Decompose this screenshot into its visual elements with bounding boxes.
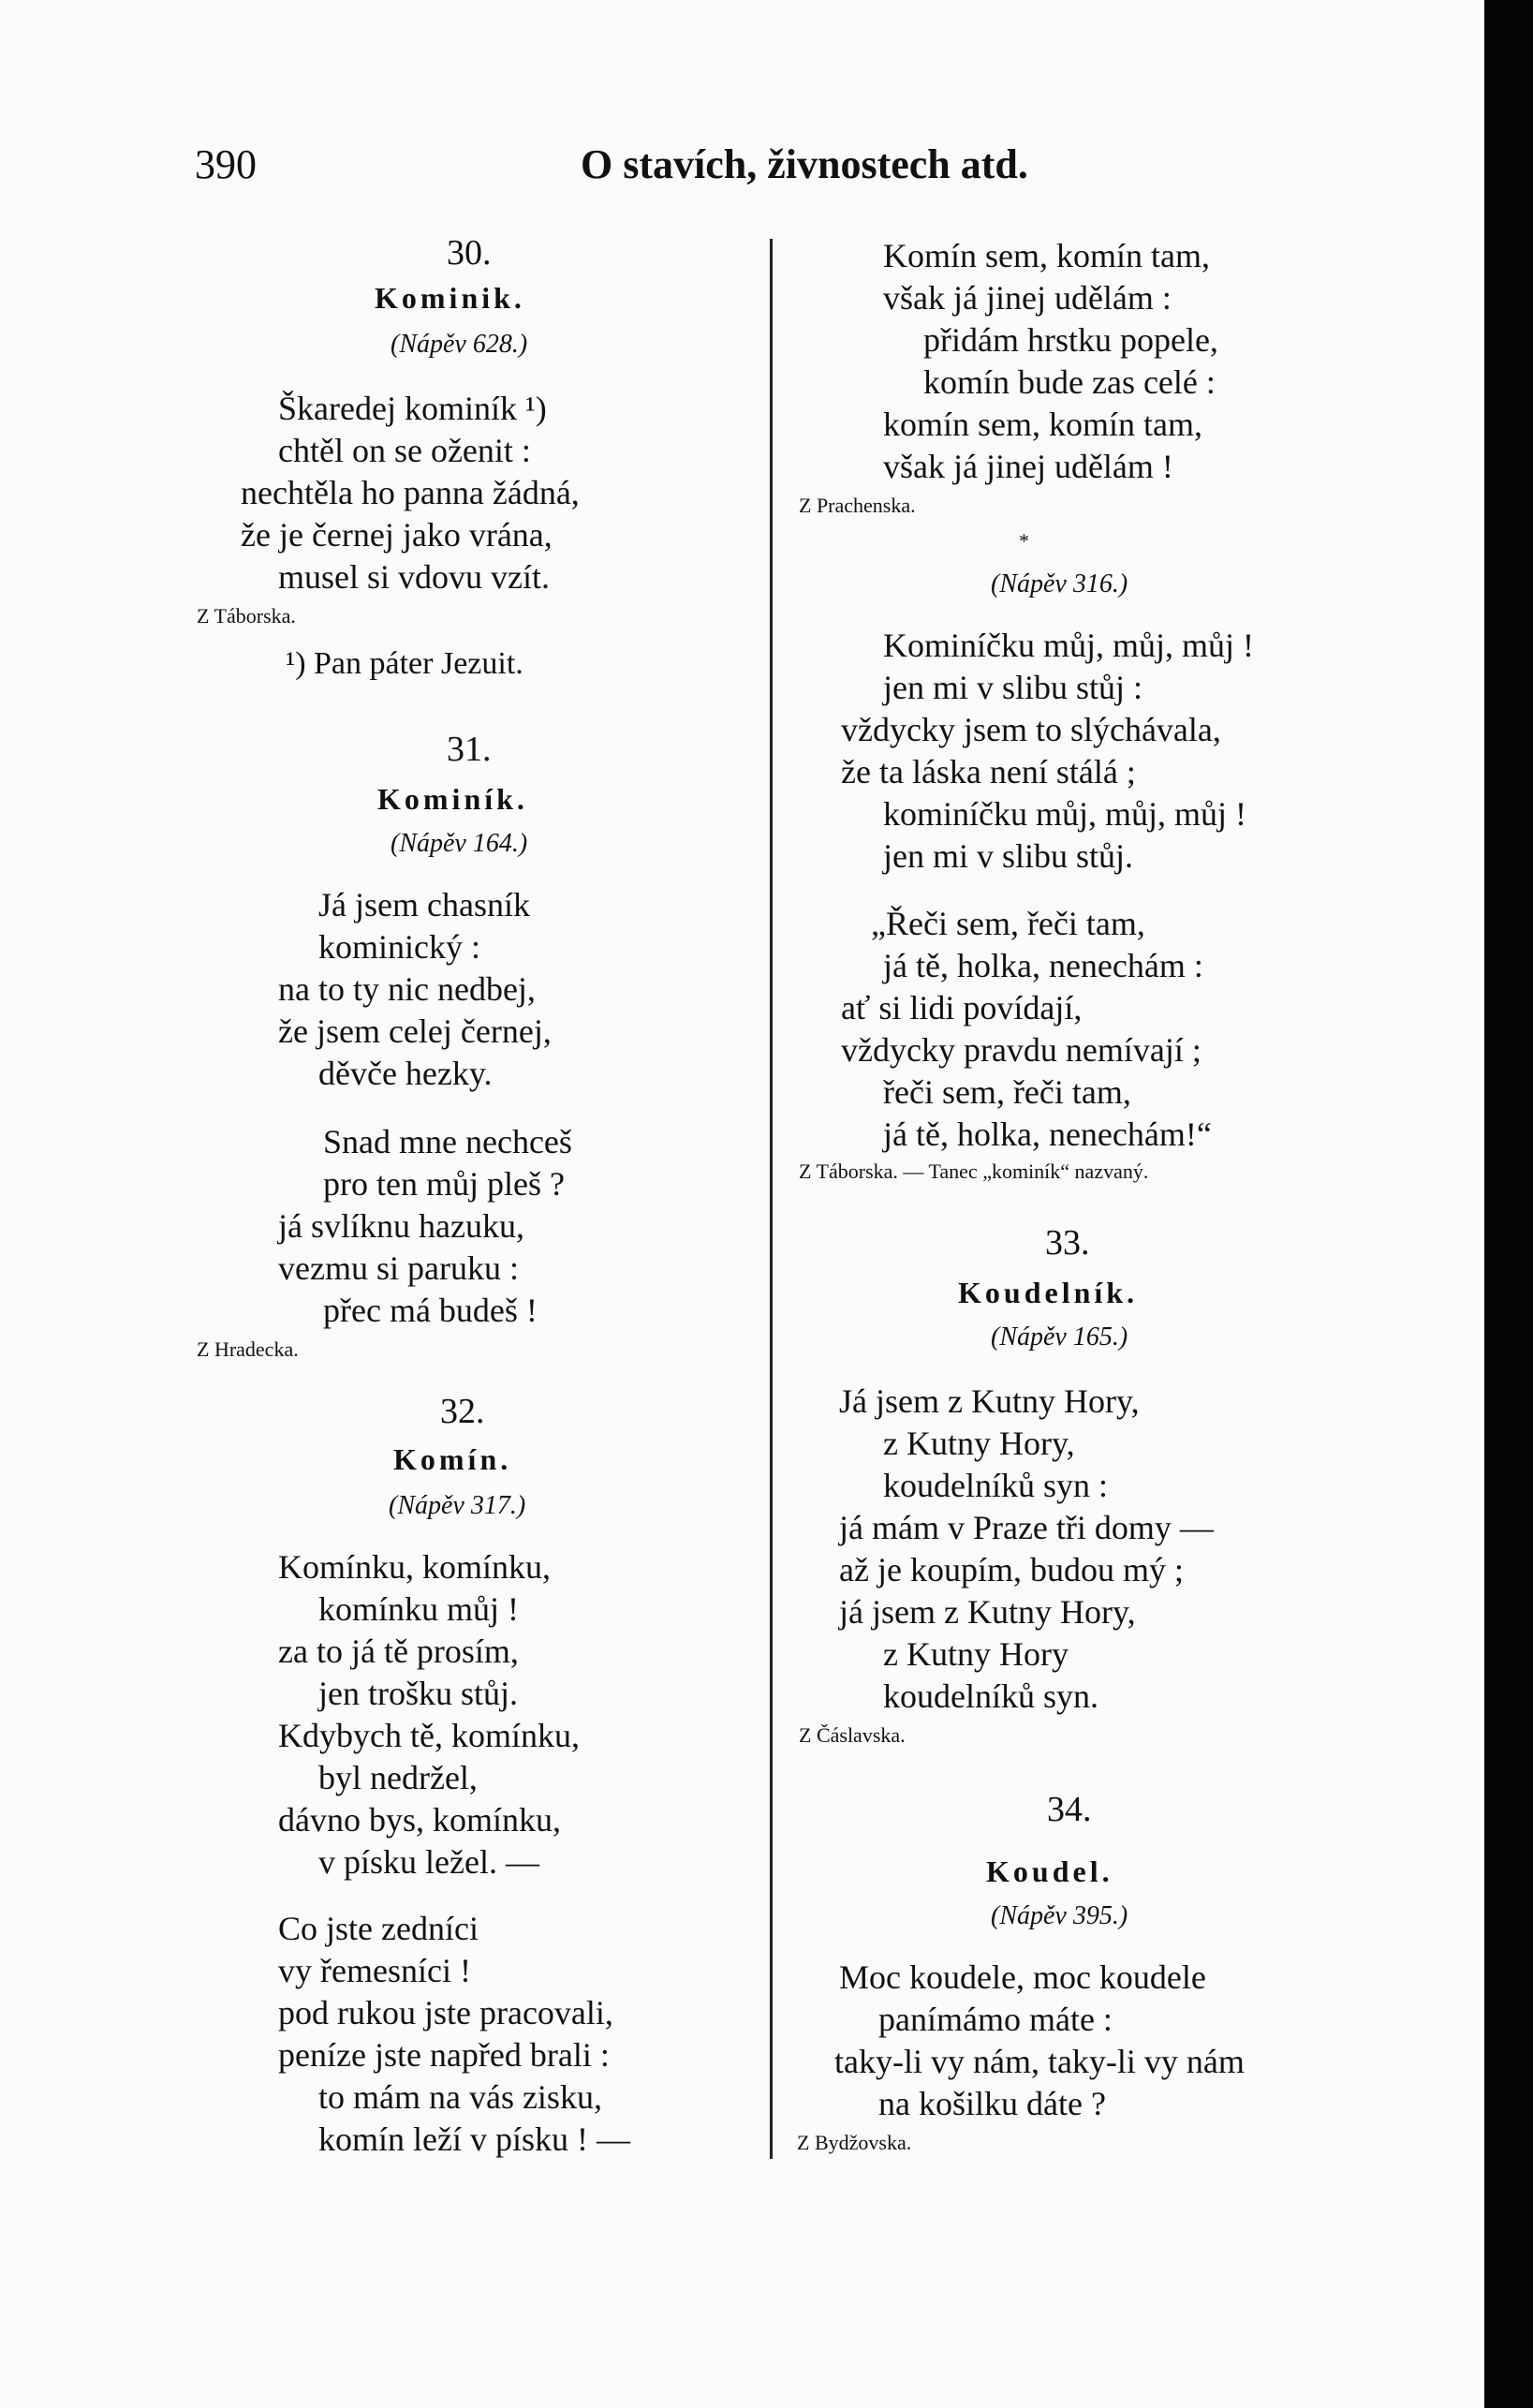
verse-line: vy řemesníci ! [278,1952,471,1989]
verse-line: chtěl on se oženit : [278,432,531,469]
verse-line: kominický : [318,928,480,966]
verse-line: já mám v Praze tři domy — [839,1509,1214,1546]
napev-ref: (Nápěv 165.) [991,1322,1128,1352]
verse-line: já svlíknu hazuku, [278,1207,524,1245]
napev-ref: (Nápěv 316.) [991,569,1128,598]
verse-line: Komínku, komínku, [278,1548,552,1586]
verse-line: dávno bys, komínku, [278,1801,561,1839]
verse-line: pro ten můj pleš ? [323,1165,565,1203]
napev-ref: (Nápěv 628.) [391,330,528,359]
verse-line: Snad mne nechceš [323,1123,572,1160]
verse-line: jen mi v slibu stůj. [883,837,1134,875]
song-number: 31. [447,730,492,769]
verse-line: až je koupím, budou mý ; [839,1551,1184,1588]
song-title: Komín. [393,1442,512,1476]
source-region: Z Bydžovska. [797,2131,912,2154]
verse-line: peníze jste napřed brali : [278,2036,610,2074]
verse-line: z Kutny Hory [883,1635,1069,1673]
verse-line: nechtěla ho panna žádná, [241,474,580,511]
verse-line: vezmu si paruku : [278,1249,519,1287]
song-title: Kominik. [375,281,525,315]
verse-line: jen trošku stůj. [318,1675,518,1712]
verse-line: že ta láska není stálá ; [841,753,1136,790]
scan-edge [1484,0,1533,2408]
napev-ref: (Nápěv 164.) [391,829,528,858]
verse-line: vždycky jsem to slýchávala, [841,711,1221,748]
song-title: Kominík. [377,782,528,816]
napev-ref: (Nápěv 395.) [991,1901,1128,1930]
verse-line: však já jinej udělám : [883,279,1172,317]
verse-line: komínku můj ! [318,1590,519,1628]
verse-line: taky-li vy nám, taky-li vy nám [834,2043,1245,2080]
verse-line: já jsem z Kutny Hory, [839,1593,1136,1631]
source-region: Z Táborska. [197,604,296,628]
napev-ref: (Nápěv 317.) [389,1491,526,1520]
song-title: Koudelník. [958,1276,1139,1309]
song-number: 32. [440,1392,485,1431]
verse-line: koudelníků syn. [883,1677,1098,1715]
verse-line: byl nedržel, [318,1759,478,1796]
verse-line: Komín sem, komín tam, [883,237,1210,274]
verse-line: já tě, holka, nenechám : [883,947,1203,984]
verse-line: Škaredej kominík ¹) [278,390,547,427]
verse-line: panímámo máte : [878,2001,1113,2038]
verse-line: Co jste zedníci [278,1910,479,1947]
verse-line: děvče hezky. [318,1055,493,1092]
verse-line: za to já tě prosím, [278,1632,519,1670]
song-number: 33. [1045,1223,1090,1263]
verse-line: „Řeči sem, řeči tam, [871,905,1145,942]
source-region: Z Prachenska. [799,494,916,517]
source-region: Z Táborska. — Tanec „kominík“ nazvaný. [799,1160,1149,1183]
separator-asterisk: * [1019,529,1029,553]
verse-line: Moc koudele, moc koudele [839,1958,1206,1996]
footnote: ¹) Pan páter Jezuit. [286,646,523,681]
verse-line: že je černej jako vrána, [241,516,553,554]
verse-line: Já jsem z Kutny Hory, [839,1382,1140,1420]
verse-line: to mám na vás zisku, [318,2078,602,2116]
source-region: Z Hradecka. [197,1337,299,1361]
verse-line: komín bude zas celé : [923,363,1216,401]
verse-line: kominíčku můj, můj, můj ! [883,795,1246,833]
song-number: 30. [447,233,492,273]
verse-line: na to ty nic nedbej, [278,970,536,1008]
verse-line: z Kutny Hory, [883,1425,1075,1462]
verse-line: komín leží v písku ! — [318,2120,630,2158]
verse-line: v písku ležel. — [318,1843,539,1881]
verse-line: Já jsem chasník [318,886,530,923]
verse-line: přidám hrstku popele, [923,321,1218,359]
verse-line: jen mi v slibu stůj : [883,669,1143,706]
verse-line: na košilku dáte ? [878,2085,1106,2122]
song-title: Koudel. [986,1854,1113,1888]
column-divider [770,239,773,2159]
page-number: 390 [195,141,257,187]
verse-line: já tě, holka, nenechám!“ [883,1115,1212,1153]
verse-line: přec má budeš ! [323,1292,538,1329]
verse-line: Kominíčku můj, můj, můj ! [883,627,1254,664]
verse-line: řeči sem, řeči tam, [883,1073,1131,1111]
verse-line: že jsem celej černej, [278,1012,552,1050]
verse-line: koudelníků syn : [883,1467,1108,1504]
song-number: 34. [1047,1790,1092,1829]
verse-line: komín sem, komín tam, [883,406,1202,443]
running-title: O stavích, živnostech atd. [581,141,1028,187]
verse-line: pod rukou jste pracovali, [278,1994,613,2031]
verse-line: však já jinej udělám ! [883,448,1173,485]
verse-line: Kdybych tě, komínku, [278,1717,580,1754]
verse-line: vždycky pravdu nemívají ; [841,1031,1201,1069]
verse-line: ať si lidi povídají, [841,989,1083,1027]
verse-line: musel si vdovu vzít. [278,558,550,596]
source-region: Z Čáslavska. [799,1723,906,1747]
